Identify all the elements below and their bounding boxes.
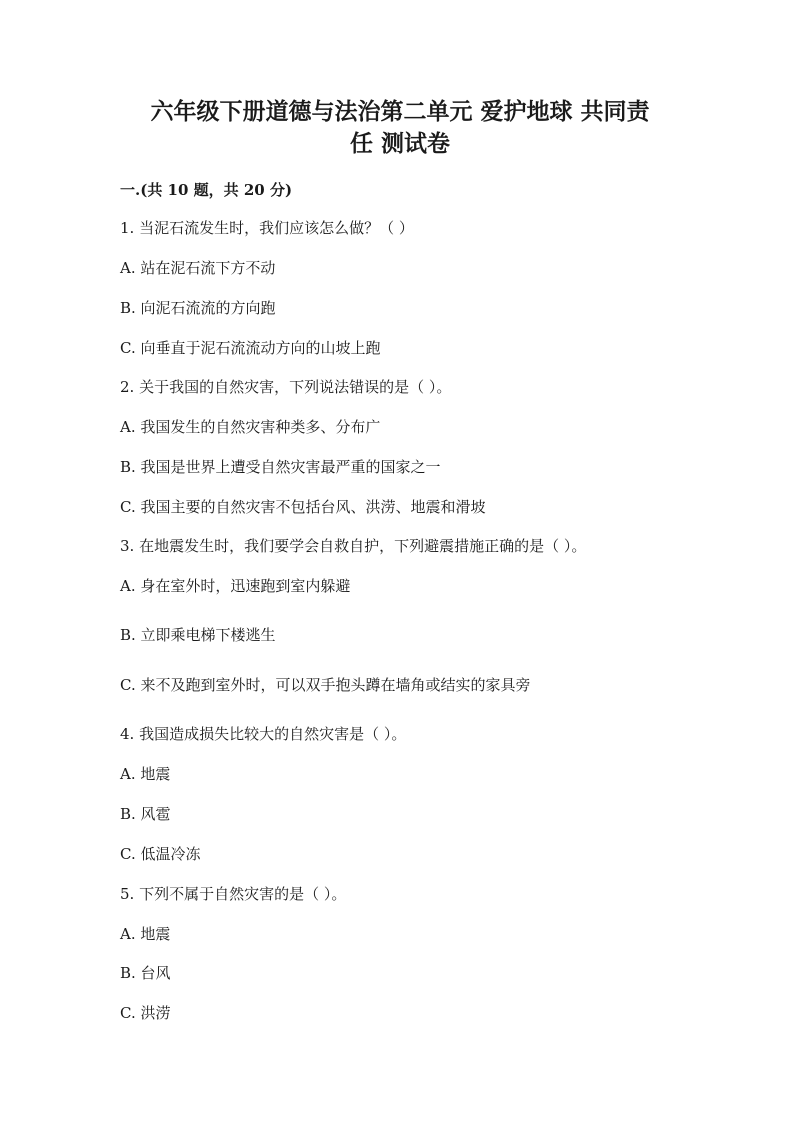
question-5-option-c: C. 洪涝 [120,1004,171,1022]
question-3-option-c: C. 来不及跑到室外时，可以双手抱头蹲在墙角或结实的家具旁 [120,676,531,694]
question-3-option-a: A. 身在室外时，迅速跑到室内躲避 [120,577,351,595]
question-1-option-c: C. 向垂直于泥石流流动方向的山坡上跑 [120,339,381,357]
question-4-option-b: B. 风雹 [120,805,171,823]
question-5-option-a: A. 地震 [120,925,171,943]
question-4-stem: 4. 我国造成损失比较大的自然灾害是（ ）。 [120,725,407,743]
question-4-option-c: C. 低温冷冻 [120,845,201,863]
question-5-stem: 5. 下列不属于自然灾害的是（ ）。 [120,885,347,903]
question-5-option-b: B. 台风 [120,964,171,982]
page-title-line-2: 任 测试卷 [349,130,450,157]
question-1-option-b: B. 向泥石流流的方向跑 [120,299,276,317]
question-3-option-b: B. 立即乘电梯下楼逃生 [120,626,276,644]
question-3-stem: 3. 在地震发生时，我们要学会自救自护，下列避震措施正确的是（ ）。 [120,537,587,555]
question-2-stem: 2. 关于我国的自然灾害，下列说法错误的是（ ）。 [120,378,452,396]
question-2-option-a: A. 我国发生的自然灾害种类多、分布广 [120,418,381,436]
question-1-stem: 1. 当泥石流发生时，我们应该怎么做？（ ） [120,219,414,237]
question-2-option-b: B. 我国是世界上遭受自然灾害最严重的国家之一 [120,458,441,476]
section-heading: 一.(共 10 题，共 20 分) [120,181,293,199]
question-1-option-a: A. 站在泥石流下方不动 [120,259,276,277]
page-title-line-1: 六年级下册道德与法治第二单元 爱护地球 共同责 [150,98,650,125]
question-2-option-c: C. 我国主要的自然灾害不包括台风、洪涝、地震和滑坡 [120,498,486,516]
question-4-option-a: A. 地震 [120,765,171,783]
